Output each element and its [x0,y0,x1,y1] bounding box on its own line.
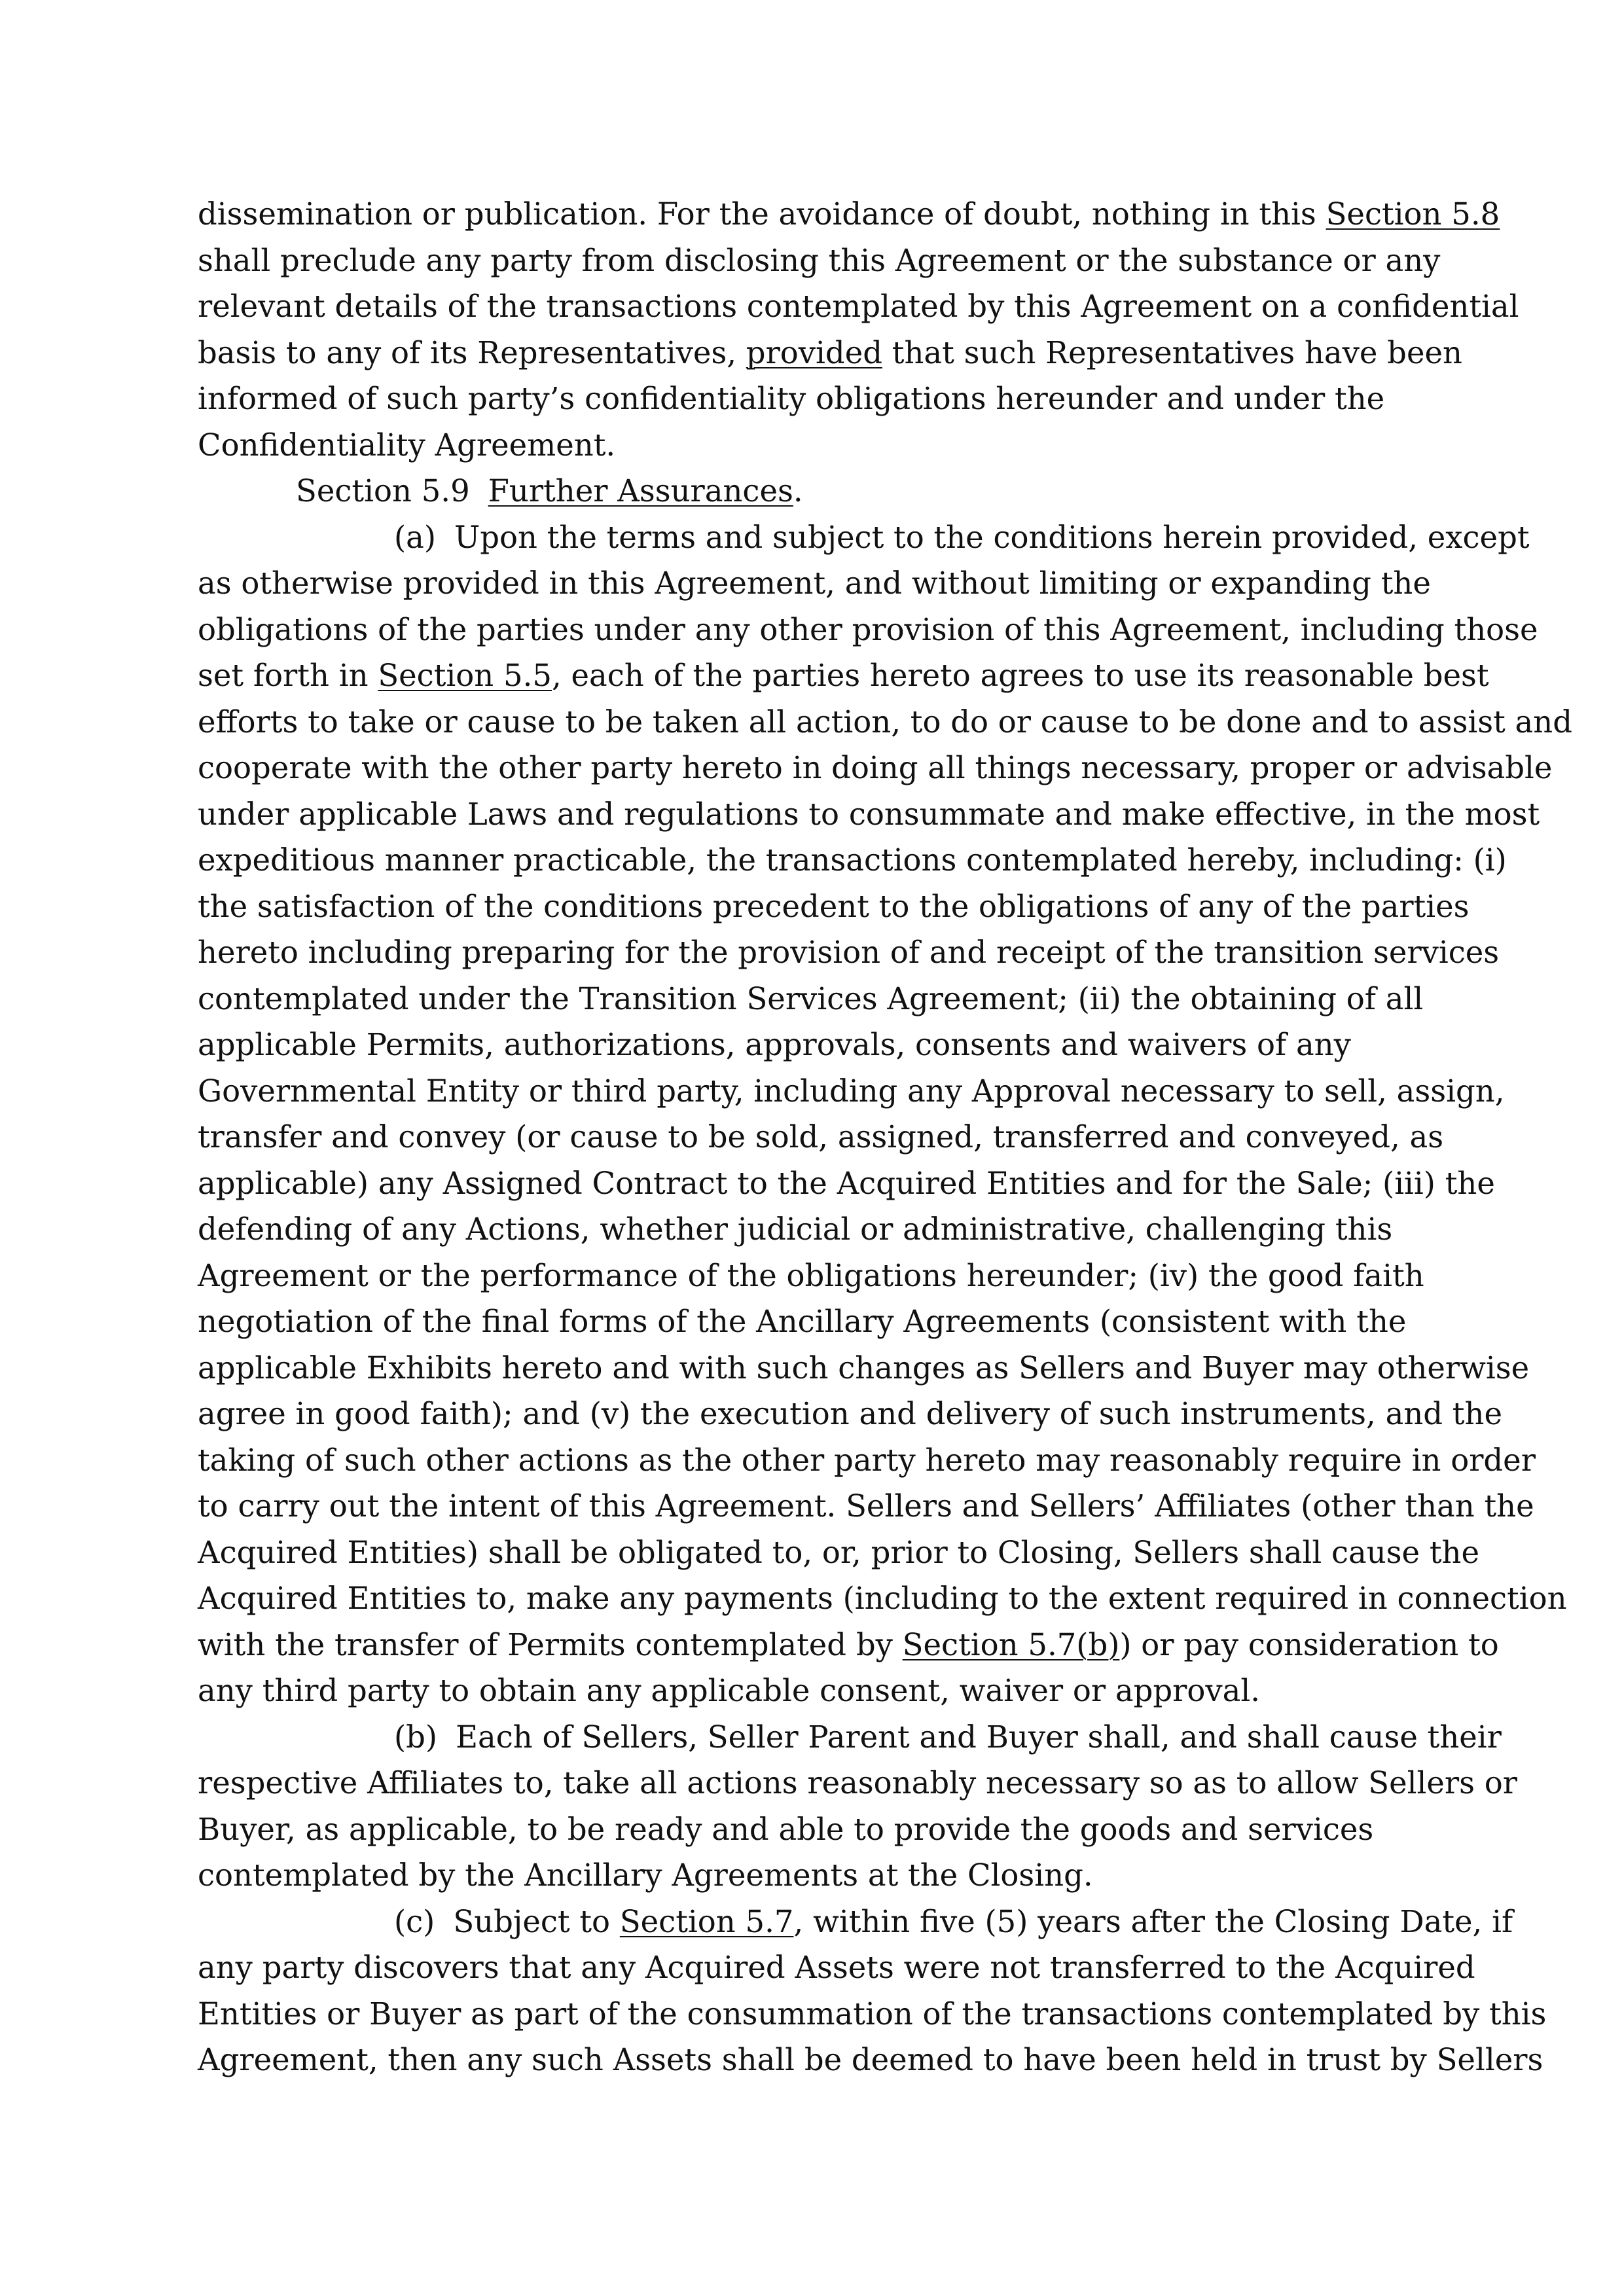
text-line [198,1899,1513,1945]
document-body [198,191,1572,2083]
text-line: applicable Exhibits hereto and with such changes as Sellers and Buyer may otherwise [198,1350,1530,1386]
provided-term: provided [746,334,882,370]
text-line: to carry out the intent of this Agreement. Sellers and Sellers’ Affiliates (other than the [198,1488,1534,1524]
text-line: hereto including preparing for the provision of and receipt of the transition services [198,935,1500,970]
section-reference-link[interactable]: Section 5.5 [378,658,552,693]
subsection-b [198,1714,1518,1899]
text-line: Entities or Buyer as part of the consummation of the transactions contemplated by this [198,1996,1547,2032]
text-line [198,653,1489,699]
text-line: any party discovers that any Acquired Assets were not transferred to the Acquired [198,1950,1475,1985]
text-run: , within five (5) years after the Closing Date, if [793,1903,1513,1939]
text-run: with the transfer of Permits contemplated by [198,1626,903,1662]
section-reference-link[interactable]: Section 5.8 [1326,196,1500,232]
text-line: Acquired Entities to, make any payments (including to the extent required in connection [198,1581,1567,1616]
text-run: dissemination or publication. For the avoidance of doubt, nothing in this [198,196,1326,232]
text-line: any third party to obtain any applicable consent, waiver or approval. [198,1673,1261,1708]
text-line: Agreement or the performance of the obligations hereunder; (iv) the good faith [198,1257,1424,1293]
text-line [198,1622,1499,1668]
text-run: , each of the parties hereto agrees to use its reasonable best [551,658,1489,693]
text-line: contemplated under the Transition Services Agreement; (ii) the obtaining of all [198,980,1424,1016]
section-heading-line [198,468,1454,514]
text-line: the satisfaction of the conditions precedent to the obligations of any of the parties [198,888,1470,924]
subsection-label: (b) [394,1719,438,1755]
subsection-label: (a) [394,519,437,555]
text-line: respective Affiliates to, take all actions reasonably necessary so as to allow Sellers or [198,1765,1518,1801]
text-line: applicable) any Assigned Contract to the Acquired Entities and for the Sale; (iii) the [198,1165,1495,1201]
text-run: Subject to [453,1903,620,1939]
text-line: contemplated by the Ancillary Agreements at the Closing. [198,1857,1093,1893]
text-run: ) or pay consideration to [1119,1626,1499,1662]
subsection-c [198,1899,1547,2083]
text-line: negotiation of the final forms of the Ancillary Agreements (consistent with the [198,1304,1407,1339]
text-line: shall preclude any party from disclosing this Agreement or the substance or any [198,242,1441,278]
text-line: under applicable Laws and regulations to consummate and make effective, in the most [198,796,1540,832]
section-reference-link[interactable]: Section 5.7(b) [902,1626,1120,1662]
text-run: . [793,473,803,509]
text-run: Upon the terms and subject to the conditions herein provided, except [454,519,1530,555]
text-line: informed of such party’s confidentiality obligations hereunder and under the [198,381,1385,416]
text-line: defending of any Actions, whether judicial or administrative, challenging this [198,1211,1393,1247]
text-line: cooperate with the other party hereto in doing all things necessary, proper or advisable [198,750,1553,785]
section-heading [198,468,1454,514]
text-line: expeditious manner practicable, the transactions contemplated hereby, including: (i) [198,842,1507,878]
text-line: Governmental Entity or third party, including any Approval necessary to sell, assign, [198,1073,1505,1109]
section-number: Section 5.9 [296,473,470,509]
text-run: that such Representatives have been [882,334,1462,370]
section-title: Further Assurances [488,473,793,509]
text-line: Agreement, then any such Assets shall be deemed to have been held in trust by Sellers [198,2042,1543,2077]
subsection-label: (c) [394,1903,435,1939]
text-line [198,330,1462,376]
text-line: Acquired Entities) shall be obligated to, or, prior to Closing, Sellers shall cause the [198,1534,1479,1570]
text-line: applicable Permits, authorizations, approvals, consents and waivers of any [198,1027,1351,1062]
text-line: as otherwise provided in this Agreement, and without limiting or expanding the [198,565,1431,601]
text-line: agree in good faith); and (v) the execution and delivery of such instruments, and the [198,1396,1502,1431]
paragraph-continuation [198,191,1519,468]
text-run: set forth in [198,658,378,693]
text-line: efforts to take or cause to be taken all action, to do or cause to be done and to assist and [198,704,1572,740]
text-run: Each of Sellers, Seller Parent and Buyer shall, and shall cause their [456,1719,1502,1755]
text-line: Buyer, as applicable, to be ready and able to provide the goods and services [198,1811,1374,1847]
text-line: transfer and convey (or cause to be sold, assigned, transferred and conveyed, as [198,1119,1444,1155]
section-reference-link[interactable]: Section 5.7 [619,1903,794,1939]
text-line: relevant details of the transactions contemplated by this Agreement on a confidential [198,289,1519,324]
subsection-a [198,514,1572,1714]
text-line: obligations of the parties under any other provision of this Agreement, including those [198,611,1538,647]
text-line [198,191,1500,238]
text-line [198,514,1530,561]
text-line: Confidentiality Agreement. [198,427,616,463]
text-line [198,1714,1502,1761]
text-run: basis to any of its Representatives, [198,334,746,370]
text-line: taking of such other actions as the other party hereto may reasonably require in order [198,1442,1536,1478]
